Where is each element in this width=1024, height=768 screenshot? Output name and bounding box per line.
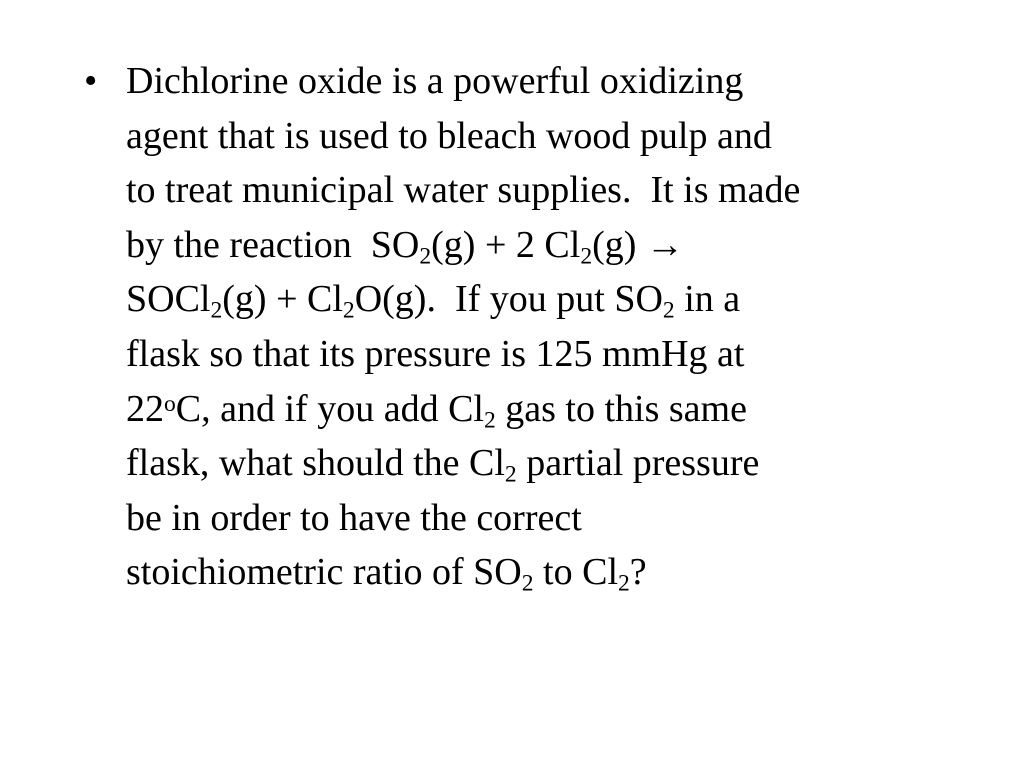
superscript: o [164, 390, 176, 417]
text-run: (g) + 2 Cl [431, 223, 581, 266]
text-run: O(g). If you put SO [354, 278, 663, 321]
subscript: 2 [580, 243, 593, 270]
subscript: 2 [210, 297, 223, 324]
bullet-text [126, 54, 956, 600]
subscript: 2 [419, 243, 432, 270]
text-run: 22 [126, 387, 164, 430]
subscript: 2 [504, 461, 517, 488]
text-line [126, 163, 956, 218]
text-run: in a [674, 278, 741, 321]
text-run: flask so that its pressure is 125 mmHg at [126, 332, 745, 375]
subscript: 2 [483, 407, 496, 434]
text-line [126, 327, 956, 382]
text-run: to Cl [533, 551, 619, 594]
subscript: 2 [662, 297, 675, 324]
text-run: to treat municipal water supplies. It is made [126, 169, 801, 212]
text-line [126, 436, 956, 491]
text-run: be in order to have the correct [126, 496, 582, 539]
text-run: gas to this same [495, 387, 747, 430]
text-run: C, and if you add Cl [175, 387, 484, 430]
text-run: (g) → [592, 223, 684, 266]
subscript: 2 [521, 570, 534, 597]
text-run: SOCl [126, 278, 211, 321]
text-line [126, 272, 956, 327]
subscript: 2 [618, 570, 630, 597]
text-run: by the reaction SO [126, 223, 420, 266]
text-line [126, 545, 956, 600]
text-run: flask, what should the Cl [126, 442, 505, 485]
text-run: partial pressure [516, 442, 760, 485]
text-run: (g) + Cl [222, 278, 343, 321]
text-run: agent that is used to bleach wood pulp and [126, 114, 772, 157]
text-run: ? [629, 551, 647, 594]
subscript: 2 [342, 297, 355, 324]
text-line [126, 54, 956, 109]
bullet-marker: • [84, 60, 98, 102]
text-line [126, 491, 956, 546]
text-run: stoichiometric ratio of SO [126, 551, 522, 594]
text-run: Dichlorine oxide is a powerful oxidizing [126, 60, 744, 102]
text-line [126, 109, 956, 164]
text-line [126, 218, 956, 273]
text-line [126, 382, 956, 437]
